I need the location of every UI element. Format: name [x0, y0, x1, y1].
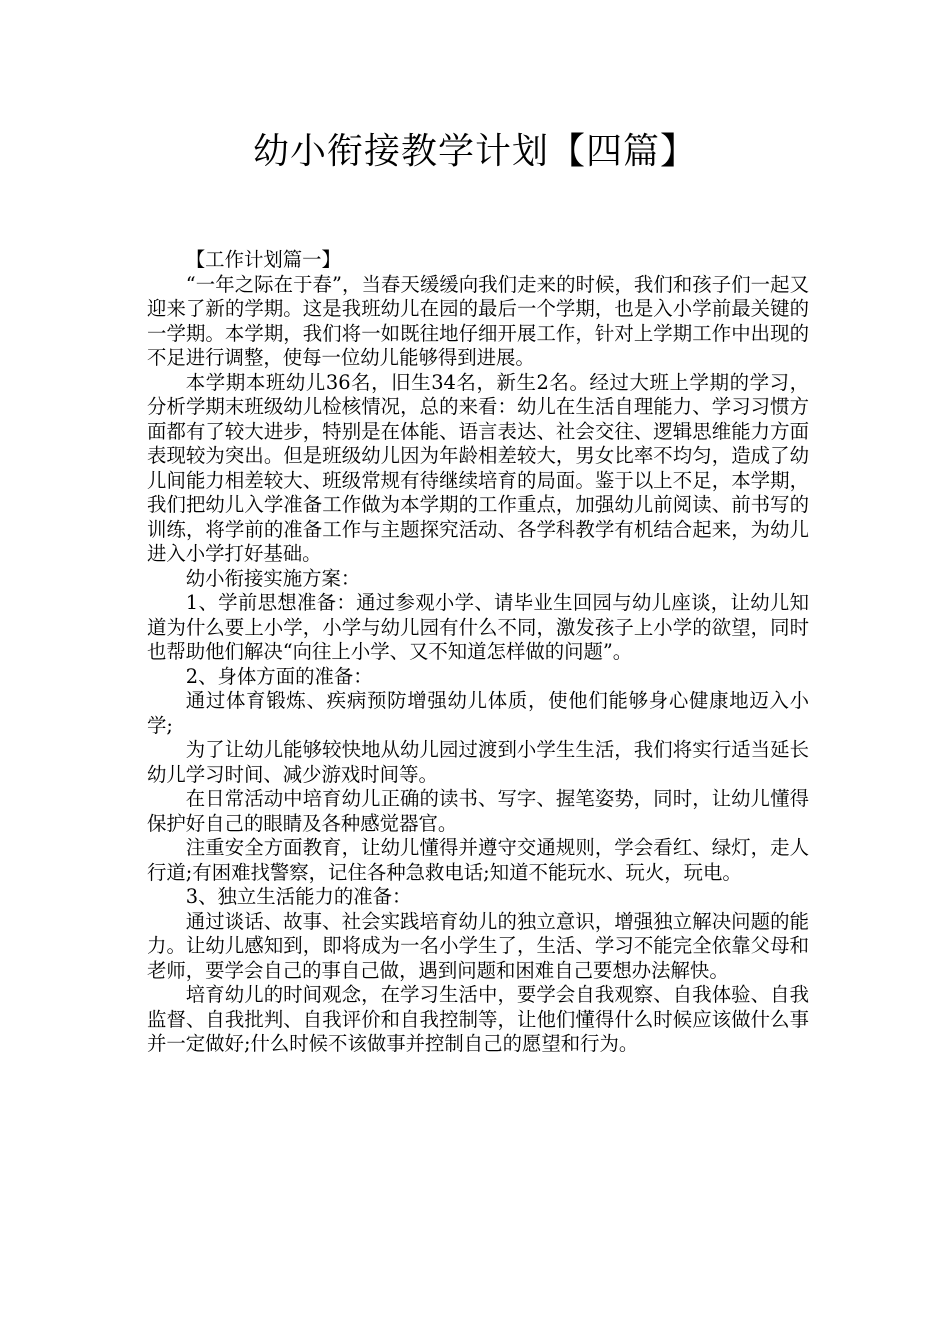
- paragraph: 通过体育锻炼、疾病预防增强幼儿体质，使他们能够身心健康地迈入小学;: [147, 689, 809, 737]
- paragraph: 幼小衔接实施方案：: [185, 566, 361, 590]
- document-body: [147, 248, 809, 1057]
- paragraph: 3、独立生活能力的准备：: [185, 885, 412, 908]
- paragraph: 2、身体方面的准备：: [185, 664, 373, 688]
- paragraph: 在日常活动中培育幼儿正确的读书、写字、握笔姿势，同时，让幼儿懂得保护好自己的眼睛及各种感觉器官。: [147, 787, 809, 835]
- paragraph: 通过谈话、故事、社会实践培育幼儿的独立意识，增强独立解决问题的能力。让幼儿感知到，即将成为一名小学生了，生活、学习不能完全依靠父母和老师，要学会自己的事自己做，遇到问题和困难自己要想办法解快。: [147, 909, 809, 982]
- paragraph: 注重安全方面教育，让幼儿懂得并遵守交通规则，学会看红、绿灯，走人行道;有困难找警察，记住各种急救电话;知道不能玩水、玩火，玩电。: [147, 836, 809, 884]
- paragraph: 为了让幼儿能够较快地从幼儿园过渡到小学生生活，我们将实行适当延长幼儿学习时间、减少游戏时间等。: [147, 738, 809, 786]
- document-title: 幼小衔接教学计划【四篇】: [252, 131, 697, 172]
- paragraph: 1、学前思想准备：通过参观小学、请毕业生回园与幼儿座谈，让幼儿知道为什么要上小学，小学与幼儿园有什么不同，激发孩子上小学的欲望，同时也帮助他们解决“向往上小学、又不知道怎样做的问题”。: [147, 591, 809, 663]
- section-heading: 【工作计划篇一】: [185, 248, 341, 271]
- paragraph: 培育幼儿的时间观念，在学习生活中，要学会自我观察、自我体验、自我监督、自我批判、自我评价和自我控制等，让他们懂得什么时候应该做什么事并一定做好;什么时候不该做事并控制自己的愿望和行为。: [147, 983, 809, 1055]
- paragraph: “一年之际在于春”，当春天缓缓向我们走来的时候，我们和孩子们一起又迎来了新的学期。这是我班幼儿在园的最后一个学期，也是入小学前最关键的一学期。本学期，我们将一如既往地仔细开展工作，针对上学期工作中出现的不足进行调整，使每一位幼儿能够得到进展。: [147, 272, 809, 369]
- paragraph: 本学期本班幼儿36名，旧生34名，新生2名。经过大班上学期的学习，分析学期末班级幼儿检核情况，总的来看：幼儿在生活自理能力、学习习惯方面都有了较大进步，特别是在体能、语言表达、社会交往、逻辑思维能力方面表现较为突出。但是班级幼儿因为年龄相差较大，男女比率不均匀，造成了幼儿间能力相差较大、班级常规有待继续培育的局面。鉴于以上不足，本学期，我们把幼儿入学准备工作做为本学期的工作重点，加强幼儿前阅读、前书写的训练，将学前的准备工作与主题探究活动、各学科教学有机结合起来，为幼儿进入小学打好基础。: [147, 370, 809, 565]
